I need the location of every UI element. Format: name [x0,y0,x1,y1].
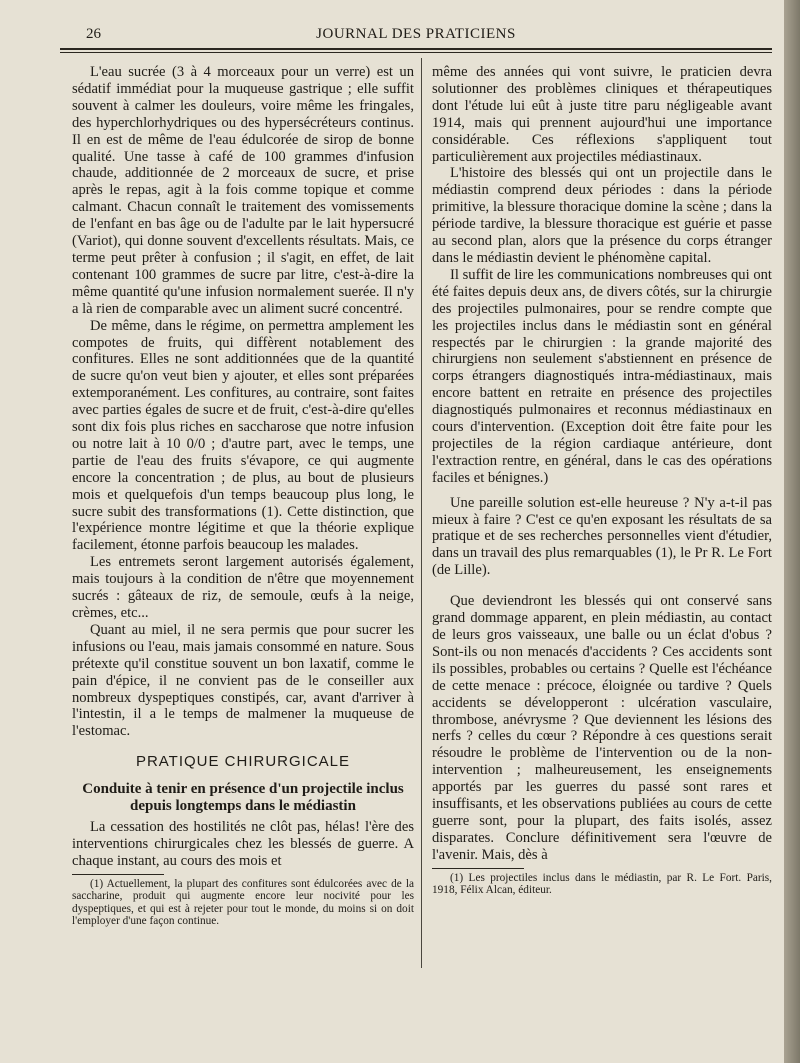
page-number: 26 [86,26,101,42]
article-title-line: Conduite à tenir en présence d'un projectile inclus [82,781,404,798]
paragraph: Les entremets seront largement autorisés également, mais toujours à la condition de n'être que moyennement sucrés : gâteaux de riz, de semoule, œufs à la neige, crèmes, etc... [72,554,414,621]
page-header [60,22,772,46]
footnote-rule [432,868,524,869]
paragraph: Quant au miel, il ne sera permis que pour sucrer les infusions ou l'eau, mais jamais consommé en nature. Sous prétexte qu'il constitue souvent un bon laxatif, comme le pain d'épice, il ne convient pas de le conseiller aux nombreux dyspeptiques constipés, car, avant d'arriver à l'intestin, il a le temps de malmener la muqueuse de l'estomac. [72,621,414,740]
footnote-rule [72,874,164,875]
right-column [432,64,772,897]
paragraph: La cessation des hostilités ne clôt pas, hélas! l'ère des interventions chirurgicales chez les blessés de guerre. A chaque instant, au cours des mois et [72,819,414,869]
header-rule-thin [60,52,772,53]
paragraph: De même, dans le régime, on permettra amplement les compotes de fruits, qui diffèrent notablement des confitures. Elles ne sont additionnées que de la quantité de sucre qu'on veut bien y ajouter, et elles sont préparées extemporanément. Les confitures, au contraire, sont faites avec parties égales de sucre et de fruit, c'est-à-dire qu'elles sont dix fois plus riches en saccharose que notre infusion ou notre lait à 10 0/0 ; d'autre part, avec le temps, une partie de l'eau des fruits s'évapore, ce qui augmente encore la concentration ; de plus, au bout de plusieurs mois et quelquefois d'un temps beaucoup plus long, le sucre subit des transformations (1). Cette distinction, que l'expérience montre légitime et que la théorie explique facilement, étonne parfois beaucoup les malades. [72,317,414,554]
journal-title: JOURNAL DES PRATICIENS [316,26,516,42]
footnote: (1) Les projectiles inclus dans le médiastin, par R. Le Fort. Paris, 1918, Félix Alcan, éditeur. [432,871,772,897]
section-heading: PRATIQUE CHIRURGICALE [135,753,351,771]
paragraph: même des années qui vont suivre, le praticien devra solutionner des problèmes cliniques et thérapeutiques dont l'étude lui eût à juste titre paru négligeable avant 1914, mais qui prennent aujourd'hui une importance considérable. Ces réflexions s'appliquent tout particulièrement aux projectiles médiastinaux. [432,64,772,165]
article-title-line: depuis longtemps dans le médiastin [130,798,356,815]
header-rule [60,48,772,50]
paragraph: Il suffit de lire les communications nombreuses qui ont été faites depuis deux ans, de divers côtés, sur la chirurgie des projectiles pulmonaires, pour se rendre compte que les projectiles inclus dans le médiastin sont en général respectés par le chirurgien : la grande majorité des chirurgiens non seulement s'abstiennent en présence de corps étrangers diagnostiqués intra-médiastinaux, mais encore battent en retraite en présence des projectiles diagnostiqués pulmonaires et reconnus médiastinaux en cours d'intervention. (Exception doit être faite pour les projectiles de la région cardiaque antérieure, dont l'extraction rentre, en général, dans le cas des opérations faciles et bénignes.) [432,266,772,486]
paragraph: Une pareille solution est-elle heureuse ? N'y a-t-il pas mieux à faire ? C'est ce qu'en exposant les résultats de sa pratique et de ses recherches personnelles vient d'étudier, dans un travail des plus remarquables (1), le Pr R. Le Fort (de Lille). [432,494,772,579]
footnote: (1) Actuellement, la plupart des confitures sont édulcorées avec de la saccharine, produit qui augmente encore leur nocivité pour les dyspeptiques, et qui est à rejeter pour tout le monde, du moins si on doit l'employer d'une façon continue. [72,877,414,928]
spacer [432,487,772,495]
article-title [72,781,414,815]
spacer [432,579,772,593]
column-divider [421,58,422,968]
paragraph: L'histoire des blessés qui ont un projectile dans le médiastin comprend deux périodes : dans la période primitive, la blessure thoracique domine la scène ; dans la période tardive, la blessure thoracique est guérie et passe au second plan, alors que la présence du corps étranger dans le médiastin devient le phénomène capital. [432,165,772,266]
page-edge [784,0,800,1063]
paragraph: Que deviendront les blessés qui ont conservé sans grand dommage apparent, en plein médiastin, au contact de leurs gros vaisseaux, une balle ou un éclat d'obus ? Sont-ils ou non menacés d'accidents ? Ces accidents sont ils possibles, probables ou certains ? Quelle est l'échéance de cette menace : précoce, éloignée ou tardive ? Quels accidents se développeront : ulcération vasculaire, thrombose, anévrysme ? Que deviennent les lésions des nerfs ? celles du cœur ? Répondre à ces questions serait résoudre le problème de l'intervention ou de la non-intervention ; malheureusement, les enseignements apportés par les guerres du passé sont rares et insuffisants, et les observations publiées au cours de cette guerre sont, pour la plupart, des faits isolés, assez disparates. Conclure définitivement sera l'œuvre de l'avenir. Mais, dès à [432,593,772,863]
left-column [72,64,414,928]
paragraph: L'eau sucrée (3 à 4 morceaux pour un verre) est un sédatif immédiat pour la muqueuse gastrique ; elle suffit souvent à calmer les douleurs, voire même les fringales, des hyperchlorhydriques ou des hypersécréteurs continus. Il en est de même de l'eau édulcorée de sirop de bonne qualité. Une tasse à café de 100 grammes d'infusion chaude, additionnée de 2 morceaux de sucre, et prise après le repas, agit à la fois comme topique et comme calmant. Chacun connaît le traitement des vomissements de l'enfant en bas âge ou de l'adulte par le lait hypersucré (Variot), qui donne souvent d'excellents résultats. Mais, ce terme peut prêter à confusion ; il s'agit, en effet, de lait contenant 100 grammes de sucre par litre, c'est-à-dire la même quantité qu'une infusion normalement suerée. Il n'y a là rien de comparable avec un aliment sucré concentré. [72,64,414,317]
